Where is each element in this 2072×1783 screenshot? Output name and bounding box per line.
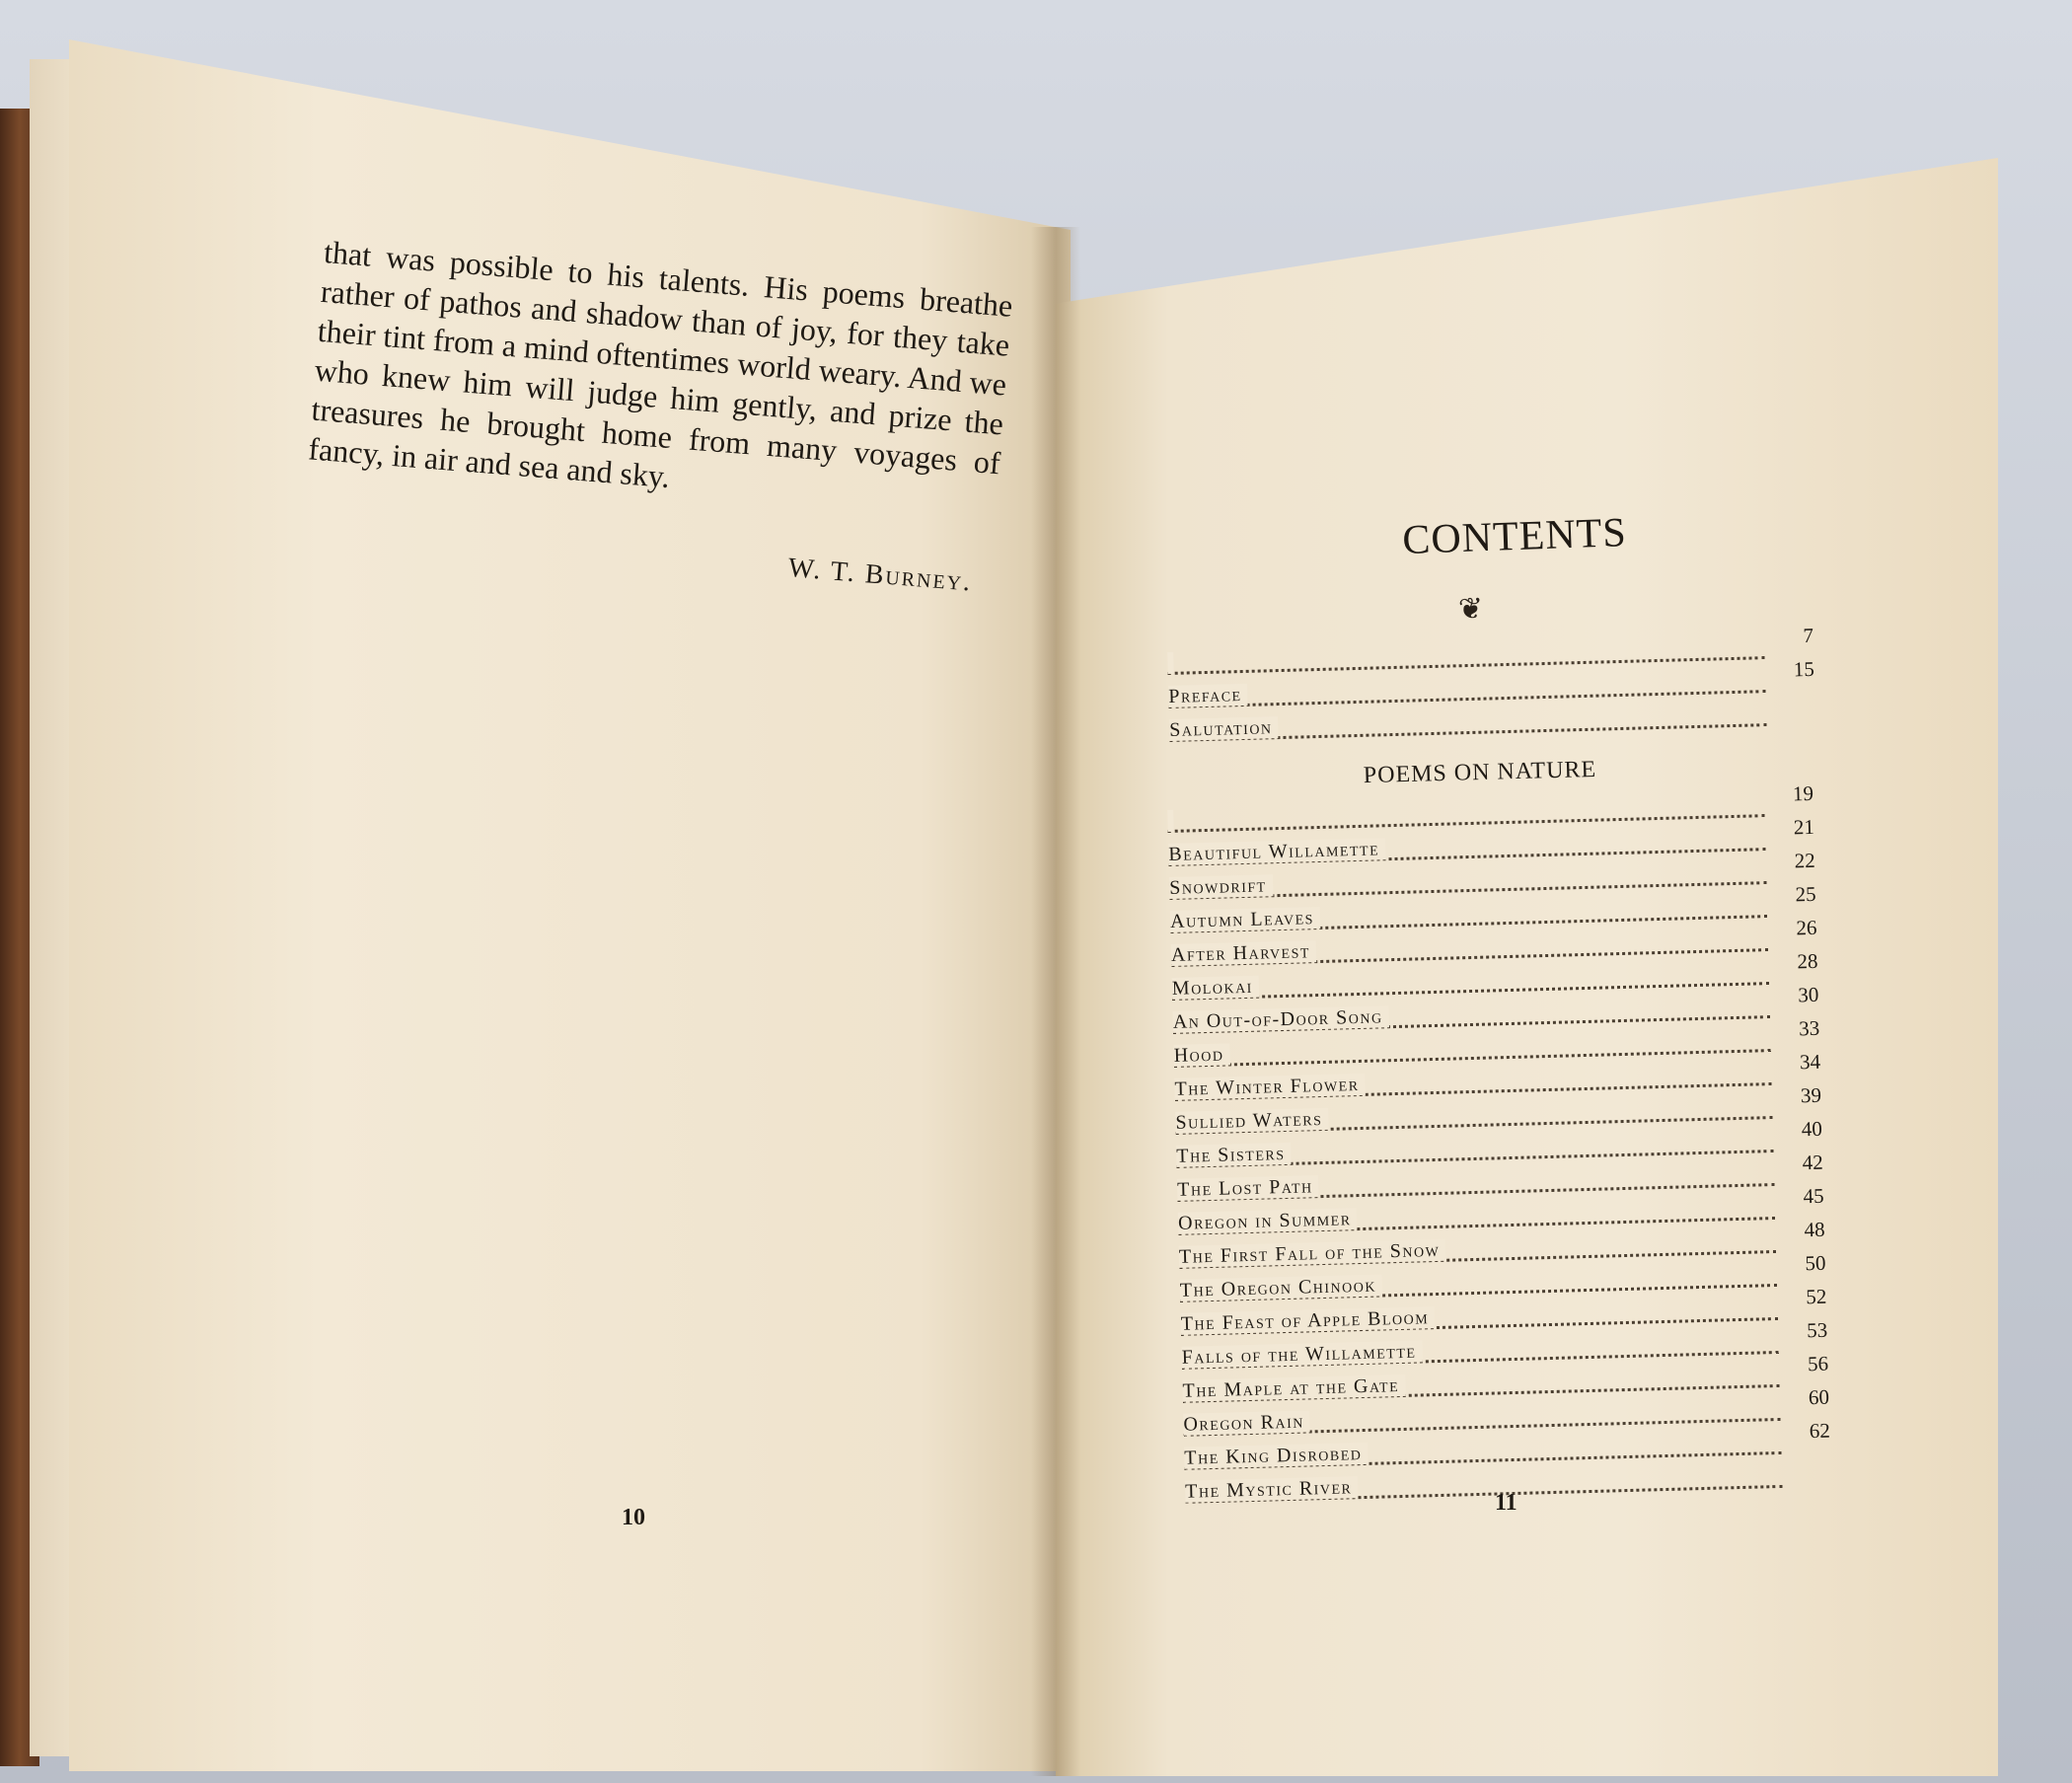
author-signature: W. T. Burney.: [786, 553, 974, 598]
toc-entry-title: [1168, 684, 1248, 708]
toc-entry-title: [1172, 976, 1260, 1001]
toc-entry-title-text: The First Fall of the Snow: [1179, 1239, 1446, 1268]
toc-entry-page: 40: [1801, 1116, 1823, 1142]
toc-entry-page: 25: [1795, 881, 1816, 907]
toc-entry-title-text: The Maple at the Gate: [1182, 1374, 1405, 1402]
section-title: POEMS ON NATURE: [1363, 756, 1597, 789]
toc-entry-title-text: Preface: [1168, 684, 1248, 707]
contents-list: [1167, 780, 1831, 1509]
toc-entry-page: 19: [1792, 780, 1814, 806]
toc-entry-title: [1177, 1175, 1319, 1202]
toc-entry-title: [1181, 1306, 1436, 1336]
toc-entry-page: 26: [1796, 915, 1817, 940]
toc-entry-page: 60: [1808, 1384, 1830, 1410]
toc-entry-title-text: The Feast of Apple Bloom: [1181, 1306, 1436, 1335]
toc-entry-title-text: [1167, 810, 1174, 832]
toc-entry-title-text: The Winter Flower: [1174, 1074, 1366, 1100]
toc-entry-page: 30: [1797, 982, 1819, 1007]
toc-entry-page: 45: [1803, 1183, 1824, 1209]
toc-entry-title-text: Hood: [1173, 1043, 1229, 1066]
toc-entry-title-text: The Lost Path: [1177, 1175, 1319, 1201]
toc-entry-title-text: Autumn Leaves: [1170, 907, 1320, 932]
left-page-number: 10: [622, 1505, 645, 1530]
toc-entry-title-text: Snowdrift: [1169, 874, 1273, 899]
toc-entry-title-text: The Mystic River: [1185, 1476, 1359, 1503]
toc-entry-title: [1168, 838, 1385, 866]
toc-entry-title: [1171, 940, 1317, 967]
toc-entry-page: 22: [1794, 848, 1816, 873]
right-page-number: 11: [1495, 1490, 1517, 1516]
toc-entry-page: 34: [1799, 1049, 1821, 1075]
toc-entry-page: 39: [1800, 1082, 1822, 1108]
toc-entry-page: 42: [1802, 1150, 1824, 1175]
toc-entry-title: [1174, 1074, 1366, 1101]
toc-entry-page: 53: [1806, 1317, 1828, 1343]
toc-entry-title: [1169, 874, 1273, 900]
toc-entry-title-text: [1167, 652, 1174, 674]
toc-entry-title: [1176, 1143, 1292, 1168]
toc-entry-page: 7: [1803, 623, 1814, 648]
toc-entry-title-text: The Sisters: [1176, 1143, 1292, 1167]
toc-entry-title: [1167, 652, 1174, 675]
toc-entry-title: [1179, 1239, 1446, 1269]
toc-entry-page: 15: [1793, 656, 1815, 682]
toc-entry-title: [1178, 1208, 1358, 1235]
contents-front-list: [1167, 623, 1815, 747]
toc-entry-page: 56: [1807, 1351, 1829, 1376]
toc-entry-title: [1170, 907, 1320, 933]
toc-entry-title: [1184, 1443, 1369, 1470]
toc-entry-title-text: Salutation: [1169, 716, 1279, 741]
toc-entry-title: [1181, 1340, 1422, 1369]
toc-entry-title-text: Oregon Rain: [1183, 1410, 1310, 1435]
toc-entry-title-text: The Oregon Chinook: [1180, 1274, 1383, 1300]
spine-shadow: [1031, 227, 1080, 1776]
toc-entry-title: [1183, 1410, 1310, 1436]
toc-entry-title: [1175, 1108, 1329, 1135]
toc-entry-title-text: An Out-of-Door Song: [1172, 1005, 1388, 1033]
toc-entry-title: [1185, 1476, 1359, 1504]
toc-entry-page: 28: [1797, 948, 1818, 974]
toc-entry-title: [1180, 1274, 1383, 1301]
toc-entry-title-text: Oregon in Summer: [1178, 1208, 1358, 1234]
toc-entry-page: 21: [1793, 814, 1815, 840]
toc-entry-title: [1167, 810, 1174, 833]
toc-entry-title-text: Falls of the Willamette: [1181, 1340, 1422, 1368]
toc-entry-page: 33: [1798, 1015, 1820, 1041]
toc-entry-title: [1173, 1043, 1229, 1067]
toc-entry-title: [1169, 716, 1279, 742]
toc-entry-title-text: The King Disrobed: [1184, 1443, 1369, 1469]
toc-entry-page: 62: [1809, 1418, 1831, 1444]
toc-entry-title: [1182, 1374, 1405, 1403]
toc-entry-title-text: Beautiful Willamette: [1168, 838, 1385, 865]
contents-title: CONTENTS: [1401, 510, 1628, 563]
toc-entry-title-text: After Harvest: [1171, 940, 1316, 966]
toc-entry-page: 48: [1804, 1217, 1825, 1242]
fleuron-icon: ❦: [1457, 592, 1484, 627]
toc-entry-page: 50: [1805, 1250, 1826, 1276]
passage-text: that was possible to his talents. His poems breathe rather of pathos and shadow than of joy, for they take their tint from a mind oftentimes world weary. And we who knew him will judge him gently, and prize the treasures he brought home from many voyages of fancy, in air and sea and sky.: [307, 233, 1014, 495]
toc-entry-title-text: Molokai: [1172, 976, 1259, 1000]
toc-entry-title-text: Sullied Waters: [1175, 1108, 1328, 1134]
toc-entry-page: 52: [1805, 1284, 1827, 1309]
toc-entry-title: [1172, 1005, 1388, 1034]
